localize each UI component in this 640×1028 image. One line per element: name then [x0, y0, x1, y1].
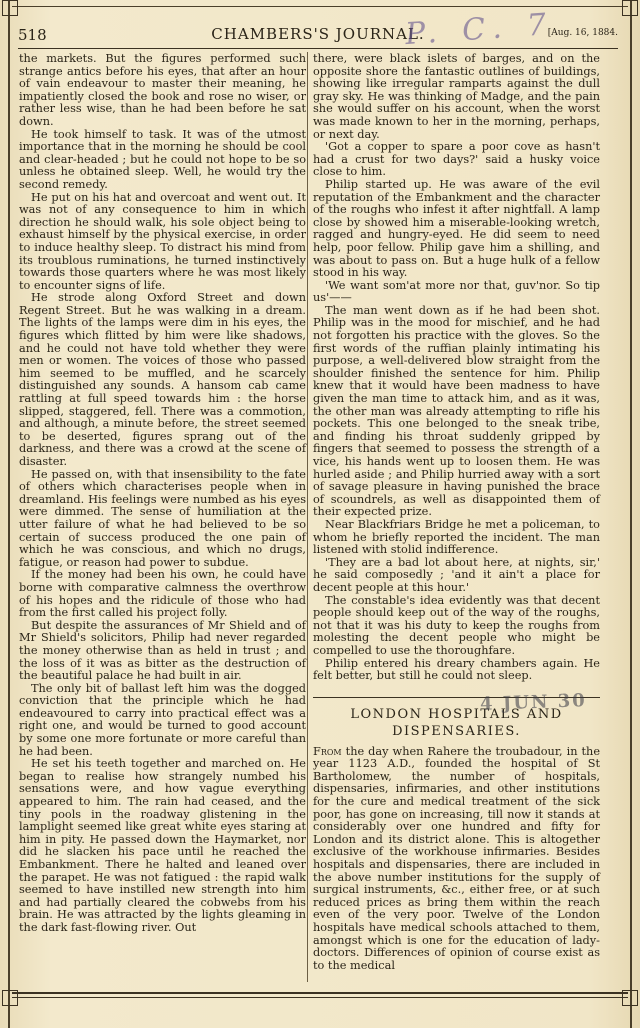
article-opening-paragraph: [313, 746, 600, 973]
paragraph: 'Got a copper to spare a poor cove as hasn't had a crust for two days?' said a husky voice close to him.: [313, 140, 600, 179]
paragraph: He strode along Oxford Street and down Regent Street. But he was walking in a dream. The lights of the lamps were dim in his eyes, the figures which flitted by him were like shadows, and he could not have told whether they were men or women. The voices of those who passed him seemed to be muffled, and he scarcely distinguished any sounds. A hansom cab came rattling at full speed towards him : the horse slipped, staggered, fell. There was a commotion, and although, a minute before, the street seemed to be deserted, figures sprang out of the darkness, and there was a crowd at the scene of disaster.: [19, 291, 306, 468]
frame-left-line: [8, 0, 10, 1028]
article-title-line-2: DISPENSARIES.: [392, 723, 521, 739]
paragraph: He took himself to task. It was of the utmost importance that in the morning he should be cool and clear-headed ; but he could not hope to be so unless he obtained sleep. Well, he would try the second remedy.: [19, 127, 306, 191]
paragraph: 'They are a bad lot about here, at nights, sir,' he said composedly ; 'and it ain't a place for decent people at this hour.': [313, 555, 600, 594]
column-divider: [307, 52, 308, 982]
frame-right-line: [630, 0, 632, 1028]
paragraph: He put on his hat and overcoat and went out. It was not of any consequence to him in which direction he should walk, his sole object being to exhaust himself by the physical exercise, in order to induce healthy sleep. To distract his mind from its troublous ruminations, he turned instinctively towards those quarters where he was most likely to encounter signs of life.: [19, 190, 306, 292]
page-number: 518: [18, 26, 47, 44]
corner-ornament-bottom-left: [2, 990, 18, 1006]
issue-date: [Aug. 16, 1884.: [547, 28, 618, 38]
article-lead-word: From: [313, 744, 342, 758]
running-title: CHAMBERS'S JOURNAL.: [211, 25, 425, 43]
paragraph: 'We want som'at more nor that, guv'nor. So tip us'——: [313, 278, 600, 305]
paragraph: Near Blackfriars Bridge he met a policeman, to whom he briefly reported the incident. The man listened with stolid indifference.: [313, 517, 600, 557]
frame-top-line: [12, 6, 628, 7]
frame-bottom-line-2: [12, 997, 628, 998]
article-title-line-1: LONDON HOSPITALS AND: [350, 706, 563, 722]
corner-ornament-top-left: [2, 0, 18, 16]
paragraph: The man went down as if he had been shot. Philip was in the mood for mischief, and he had not forgotten his practice with the gloves. So the first words of the ruffian plainly intimating his purpose, a well-delivered blow straight from the shoulder finished the sentence for him. Philip knew that it would have been madness to have given the man time to attack him, and as it was, the other man was already attempting to rifle his pockets. This one belonged to the sneak tribe, and finding his throat suddenly gripped by fingers that seemed to possess the strength of a vice, his hands went up to loosen them. He was hurled aside ; and Philip hurried away with a sort of savage pleasure in having punished the brace of scoundrels, as well as disappointed them of their expected prize.: [313, 303, 600, 519]
corner-ornament-top-right: [622, 0, 638, 16]
left-column: [19, 53, 306, 935]
paragraph: The constable's idea evidently was that decent people should keep out of the way of the roughs, not that it was his duty to keep the roughs from molesting the decent people who might be compelled to use the thoroughfare.: [313, 593, 600, 657]
library-stamp: 4 JUN 30: [479, 690, 588, 715]
paragraph: He set his teeth together and marched on. He began to realise how strangely numbed his sensations were, and how vague everything appeared to him. The rain had ceased, and the tiny pools in the roadway glistening in the lamplight seemed like great white eyes staring at him in pity. He passed down the Haymarket, nor did he slacken his pace until he reached the Embankment. There he halted and leaned over the parapet. He was not fatigued : the rapid walk seemed to have instilled new strength into him and had partially cleared the cobwebs from his brain. He was attracted by the lights gleaming in the dark fast-flowing river. Out: [19, 757, 306, 934]
right-column: [313, 53, 600, 972]
paragraph: Philip started up. He was aware of the evil reputation of the Embankment and the character of the roughs who infest it after nightfall. A lamp close by showed him a miserable-looking wretch, ragged and hungry-eyed. He did seem to need help, poor fellow. Philip gave him a shilling, and was about to pass on. But a huge hulk of a fellow stood in his way.: [313, 177, 600, 280]
paragraph: He passed on, with that insensibility to the fate of others which characterises people when in dreamland. His feelings were numbed as his eyes were dimmed. The sense of humiliation at the utter failure of what he had believed to be so certain of success produced the one pain of which he was conscious, and which no drugs, fatigue, or reason had power to subdue.: [19, 467, 306, 569]
paragraph: there, were black islets of barges, and on the opposite shore the fantastic outlines of buildings, showing like irregular ramparts against the dull gray sky. He was thinking of Madge, and the pain she would suffer on his account, when the worst was made known to her in the morning, perhaps, or next day.: [313, 52, 600, 141]
paragraph: the markets. But the figures performed such strange antics before his eyes, that after an hour of vain endeavour to master their meaning, he impatiently closed the book and rose no wiser, or rather less wise, than he had been before he sat down.: [19, 52, 306, 128]
paragraph: If the money had been his own, he could have borne with comparative calmness the overthrow of his hopes and the ridicule of those who had from the first called his project folly.: [19, 568, 306, 620]
paragraph: Philip entered his dreary chambers again. He felt better, but still he could not sleep.: [313, 656, 600, 683]
frame-bottom-line: [12, 992, 628, 994]
paragraph: But despite the assurances of Mr Shield and of Mr Shield's solicitors, Philip had never regarded the money otherwise than as held in trust ; and the loss of it was as bitter as the destruction of the beautiful palace he had built in air.: [19, 618, 306, 683]
corner-ornament-bottom-right: [622, 990, 638, 1006]
handwritten-mark: P. C. 7: [403, 6, 556, 53]
paragraph: The only bit of ballast left him was the dogged conviction that the principle which he had endeavoured to carry into practical effect was a right one, and would be turned to good account by some one more fortunate or more careful than he had been.: [19, 681, 306, 758]
article-body: the day when Rahere the troubadour, in the year 1123 A.D., founded the hospital of St Bartholomew, the number of hospitals, dispensaries, infirmaries, and other institutions for the cure and medical treatment of the sick poor, has gone on increasing, till now it stands at considerably over one hundred and fifty for London and its district alone. This is altogether exclusive of the workhouse infirmaries. Besides hospitals and dispensaries, there are included in the above number institutions for the supply of surgical instruments, &c., either free, or at such reduced prices as bring them within the reach even of the very poor. Twelve of the London hospitals have medical schools attached to them, amongst which is one for the education of lady-doctors. Differences of opinion of course exist as to the medical: [313, 744, 601, 972]
